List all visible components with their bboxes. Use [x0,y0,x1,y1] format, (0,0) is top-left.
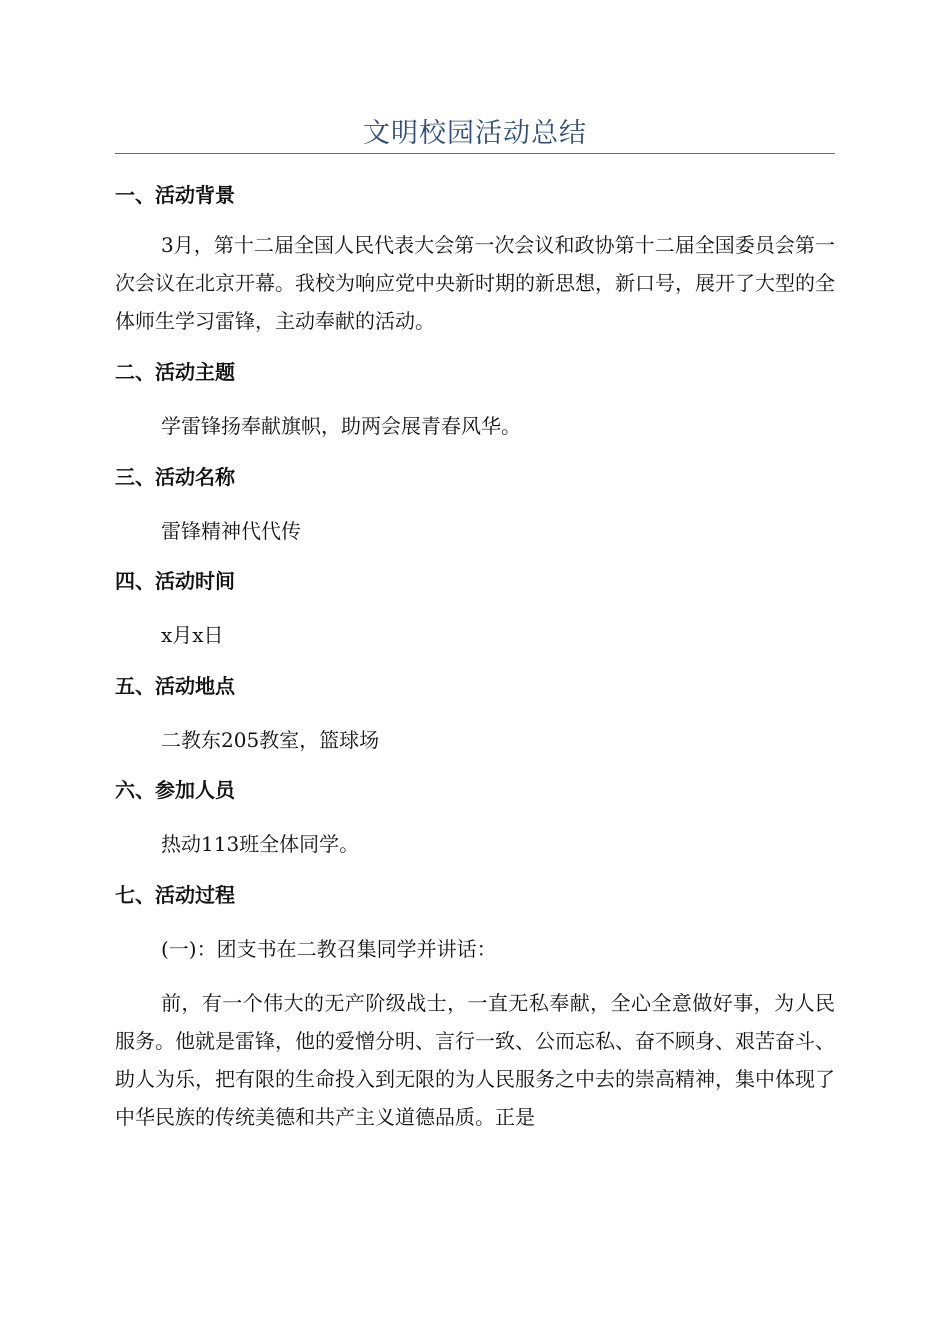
paragraph: 3月，第十二届全国人民代表大会第一次会议和政协第十二届全国委员会第一次会议在北京开幕。我校为响应党中央新时期的新思想，新口号，展开了大型的全体师生学习雷锋，主动奉献的活动。 [115,233,835,333]
paragraph: x月x日 [161,623,224,647]
section-heading: 三、活动名称 [115,465,235,489]
document-title: 文明校园活动总结 [363,118,587,149]
paragraph: 雷锋精神代代传 [161,519,301,543]
paragraph: 学雷锋扬奉献旗帜，助两会展青春风华。 [161,414,521,438]
section-heading: 五、活动地点 [115,674,235,698]
section-name [115,463,835,550]
paragraph: 前，有一个伟大的无产阶级战士，一直无私奉献，全心全意做好事，为人民服务。他就是雷锋，他的爱憎分明、言行一致、公而忘私、奋不顾身、艰苦奋斗、助人为乐，把有限的生命投入到无限的为人民服务之中去的崇高精神，集中体现了中华民族的传统美德和共产主义道德品质。正是 [115,991,835,1129]
document-page [115,0,835,1136]
section-heading: 二、活动主题 [115,360,235,384]
section-heading: 六、参加人员 [115,778,235,802]
section-time [115,567,835,654]
title-underline [115,153,835,154]
paragraph: 二教东205教室，篮球场 [161,728,380,752]
section-participants [115,776,835,863]
section-location [115,672,835,759]
section-heading: 四、活动时间 [115,569,235,593]
paragraph: (一)：团支书在二教召集同学并讲话： [161,937,497,961]
section-process [115,881,835,1136]
paragraph: 热动113班全体同学。 [161,832,360,856]
section-theme [115,358,835,445]
section-heading: 一、活动背景 [115,183,235,207]
section-heading: 七、活动过程 [115,883,235,907]
section-background [115,181,835,340]
